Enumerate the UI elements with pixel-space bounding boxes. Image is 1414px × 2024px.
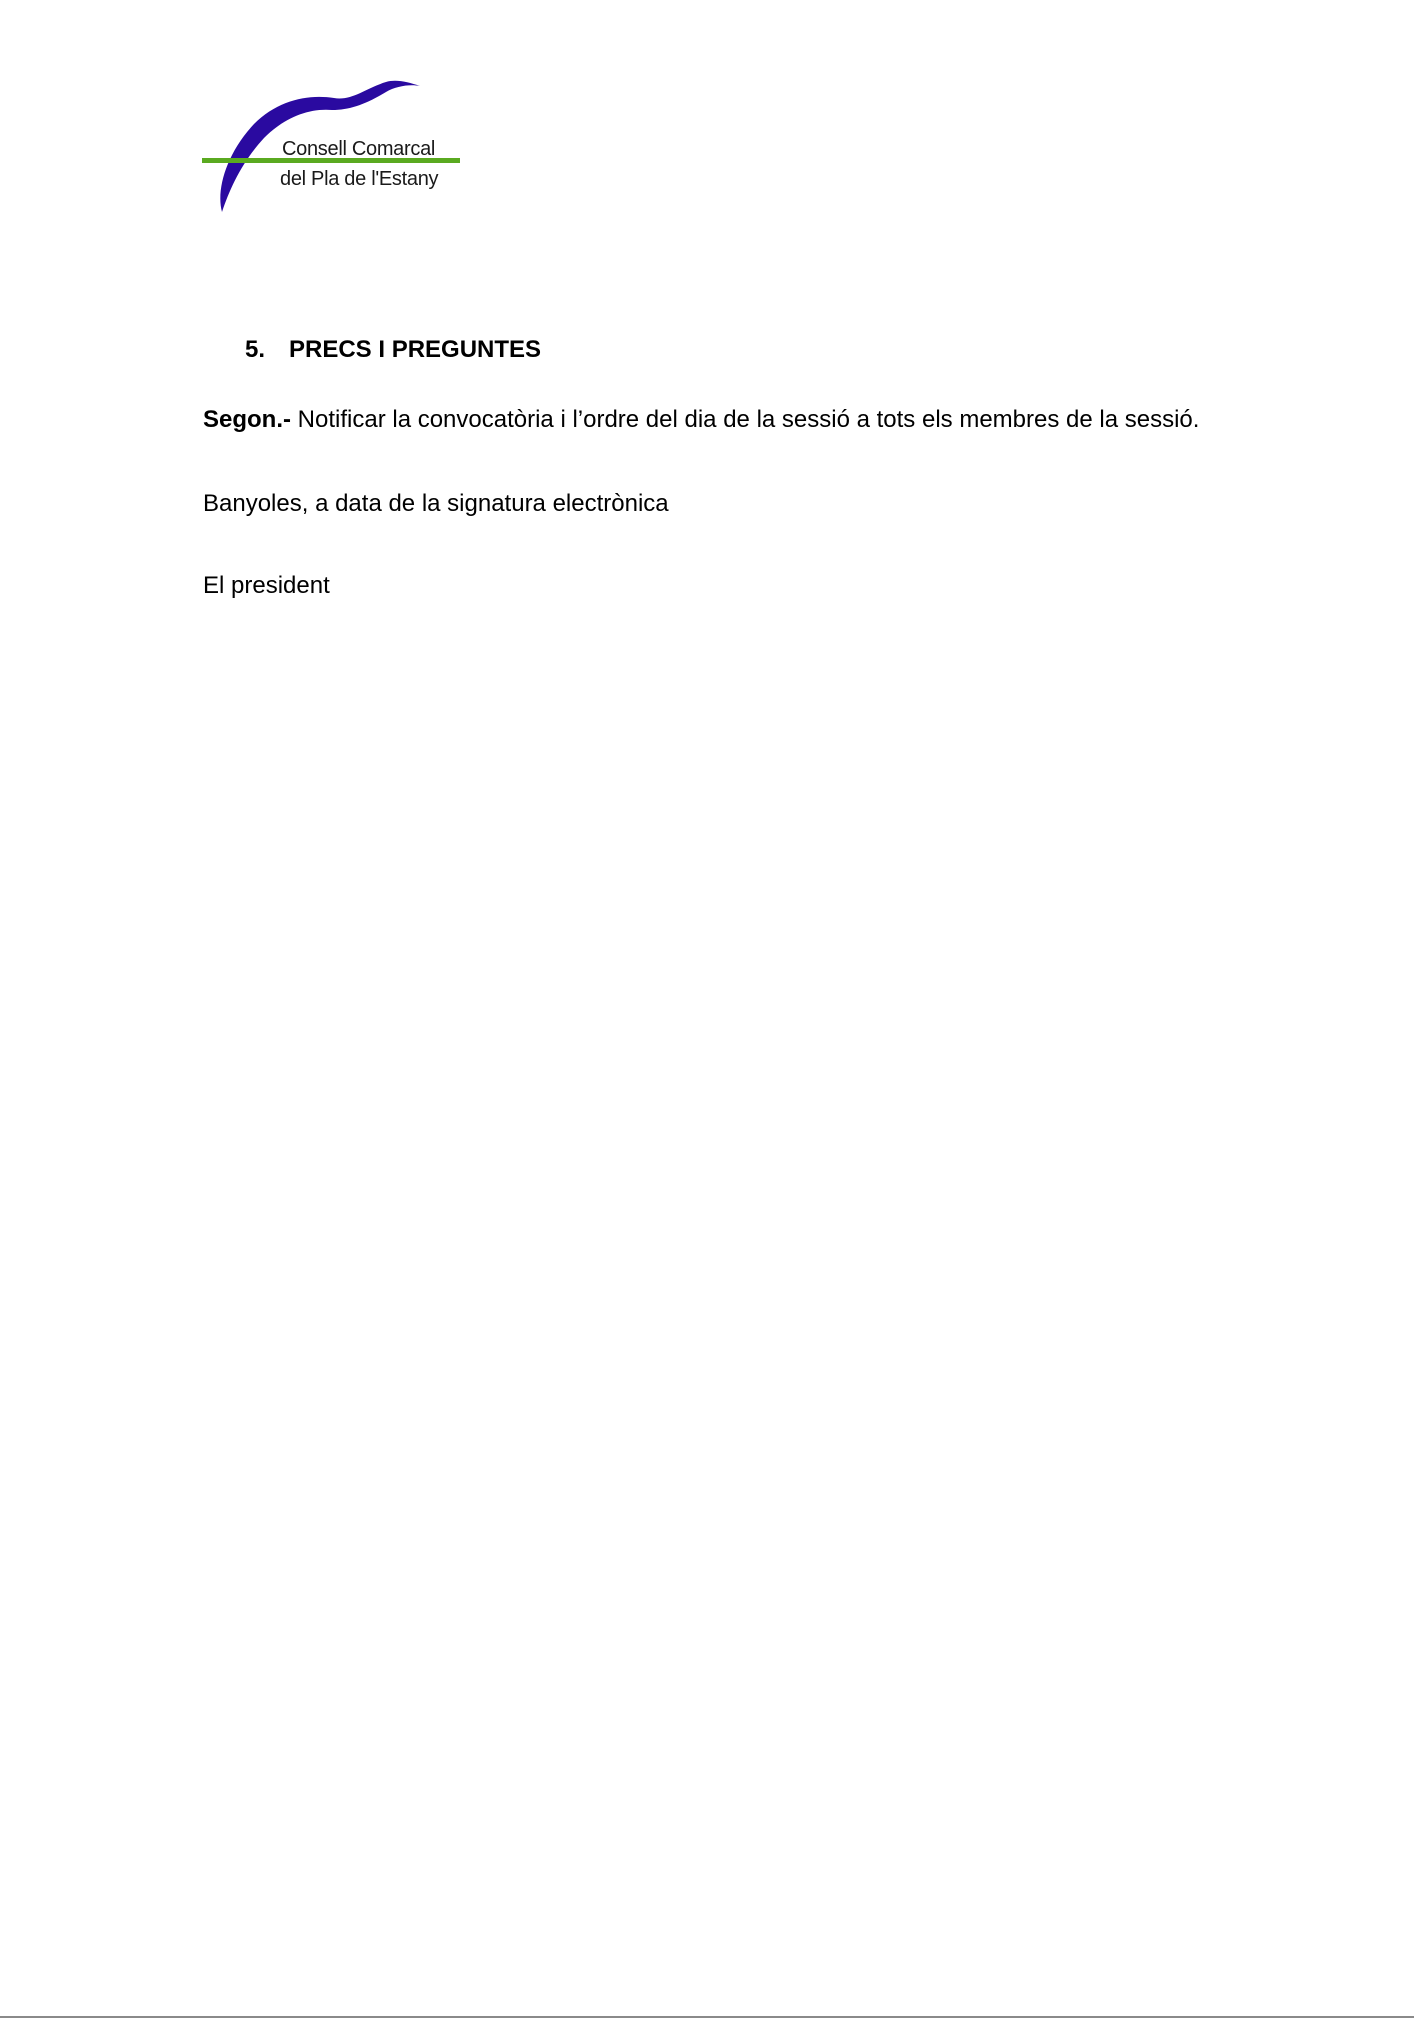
page-bottom-rule — [0, 2016, 1414, 2018]
section-title: PRECS I PREGUNTES — [289, 336, 542, 363]
segon-text: Notificar la convocatòria i l’ordre del dia de la sessió a tots els membres de la sessió. — [291, 406, 1200, 433]
segon-label: Segon.- — [203, 406, 291, 433]
segon-paragraph — [203, 404, 1213, 436]
signatory-line: El president — [203, 572, 330, 599]
consell-comarcal-logo — [200, 80, 470, 220]
section-heading — [245, 336, 541, 364]
logo-text-line1: Consell Comarcal — [282, 138, 436, 160]
logo-text-line2: del Pla de l'Estany — [280, 168, 439, 190]
place-date-line: Banyoles, a data de la signatura electrònica — [203, 490, 669, 517]
section-number: 5. — [245, 336, 266, 363]
